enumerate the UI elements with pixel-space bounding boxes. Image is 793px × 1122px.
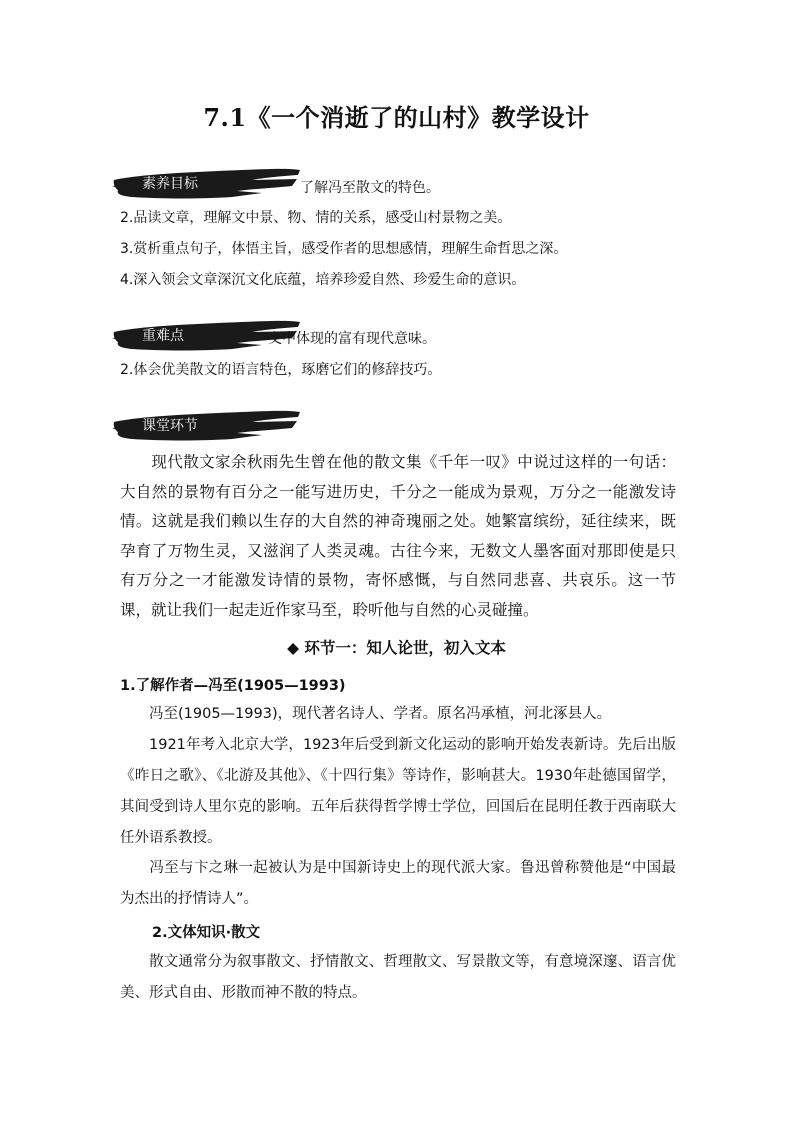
- goal-item: 2.品读文章，理解文中景、物、情的关系，感受山村景物之美。: [120, 210, 512, 226]
- key-point-fragment: 文中体现的富有现代意味。: [268, 331, 436, 347]
- author-paragraph-2: [120, 730, 676, 854]
- author-text-2: 1921年考入北京大学，1923年后受到新文化运动的影响开始发表新诗。先后出版《昨日之歌》、《北游及其他》、《十四行集》等诗作，影响甚大。1930年赴德国留学，其间受到诗人里尔克的影响。五年后获得哲学博士学位，回国后在昆明任教于西南联大任外语系教授。: [120, 737, 676, 846]
- intro-text: 现代散文家余秋雨先生曾在他的散文集《千年一叹》中说过这样的一句话：大自然的景物有百分之一能写进历史，千分之一能成为景观，万分之一能激发诗情。这就是我们赖以生存的大自然的神奇瑰丽之处。她繁富缤纷，延往续来，既孕育了万物生灵，又滋润了人类灵魂。古往今来，无数文人墨客面对那即使是只有万分之一才能激发诗情的景物，寄怀感慨，与自然同悲喜、共哀乐。这一节课，就让我们一起走近作家马至，聆听他与自然的心灵碰撞。: [120, 453, 676, 619]
- section-badge-class-flow: [112, 408, 302, 442]
- author-heading: 1.了解作者—冯至(1905—1993): [120, 678, 346, 694]
- page-title: 7.1《一个消逝了的山村》教学设计: [203, 103, 590, 132]
- section-badge-goals: [112, 166, 302, 200]
- author-paragraph-1: [120, 699, 676, 730]
- section-label-goals: 素养目标: [142, 176, 198, 192]
- genre-paragraph-1: [120, 947, 676, 1009]
- stage-one-title: ◆ 环节一：知人论世，初入文本: [287, 638, 506, 657]
- goal-item-fragment: 了解冯至散文的特色。: [300, 180, 440, 196]
- section-label-key-points: 重难点: [142, 328, 184, 344]
- goal-item: 4.深入领会文章深沉文化底蕴，培养珍爱自然、珍爱生命的意识。: [120, 272, 526, 288]
- genre-heading: 2.文体知识·散文: [152, 925, 261, 941]
- goal-item: 3.赏析重点句子，体悟主旨，感受作者的思想感情，理解生命哲思之深。: [120, 241, 568, 257]
- genre-text-1: 散文通常分为叙事散文、抒情散文、哲理散文、写景散文等，有意境深邃、语言优美、形式自由、形散而神不散的特点。: [120, 954, 676, 1001]
- brush-stroke-icon: [112, 166, 302, 200]
- brush-stroke-icon: [112, 408, 302, 442]
- author-paragraph-3: [120, 853, 676, 915]
- author-text-1: 冯至(1905—1993)，现代著名诗人、学者。原名冯承植，河北涿县人。: [149, 706, 612, 722]
- section-label-class-flow: 课堂环节: [142, 418, 198, 434]
- intro-paragraph: [120, 448, 676, 625]
- key-point-item: 2.体会优美散文的语言特色，琢磨它们的修辞技巧。: [120, 362, 442, 378]
- author-text-3: 冯至与卞之琳一起被认为是中国新诗史上的现代派大家。鲁迅曾称赞他是“中国最为杰出的抒情诗人”。: [120, 860, 676, 907]
